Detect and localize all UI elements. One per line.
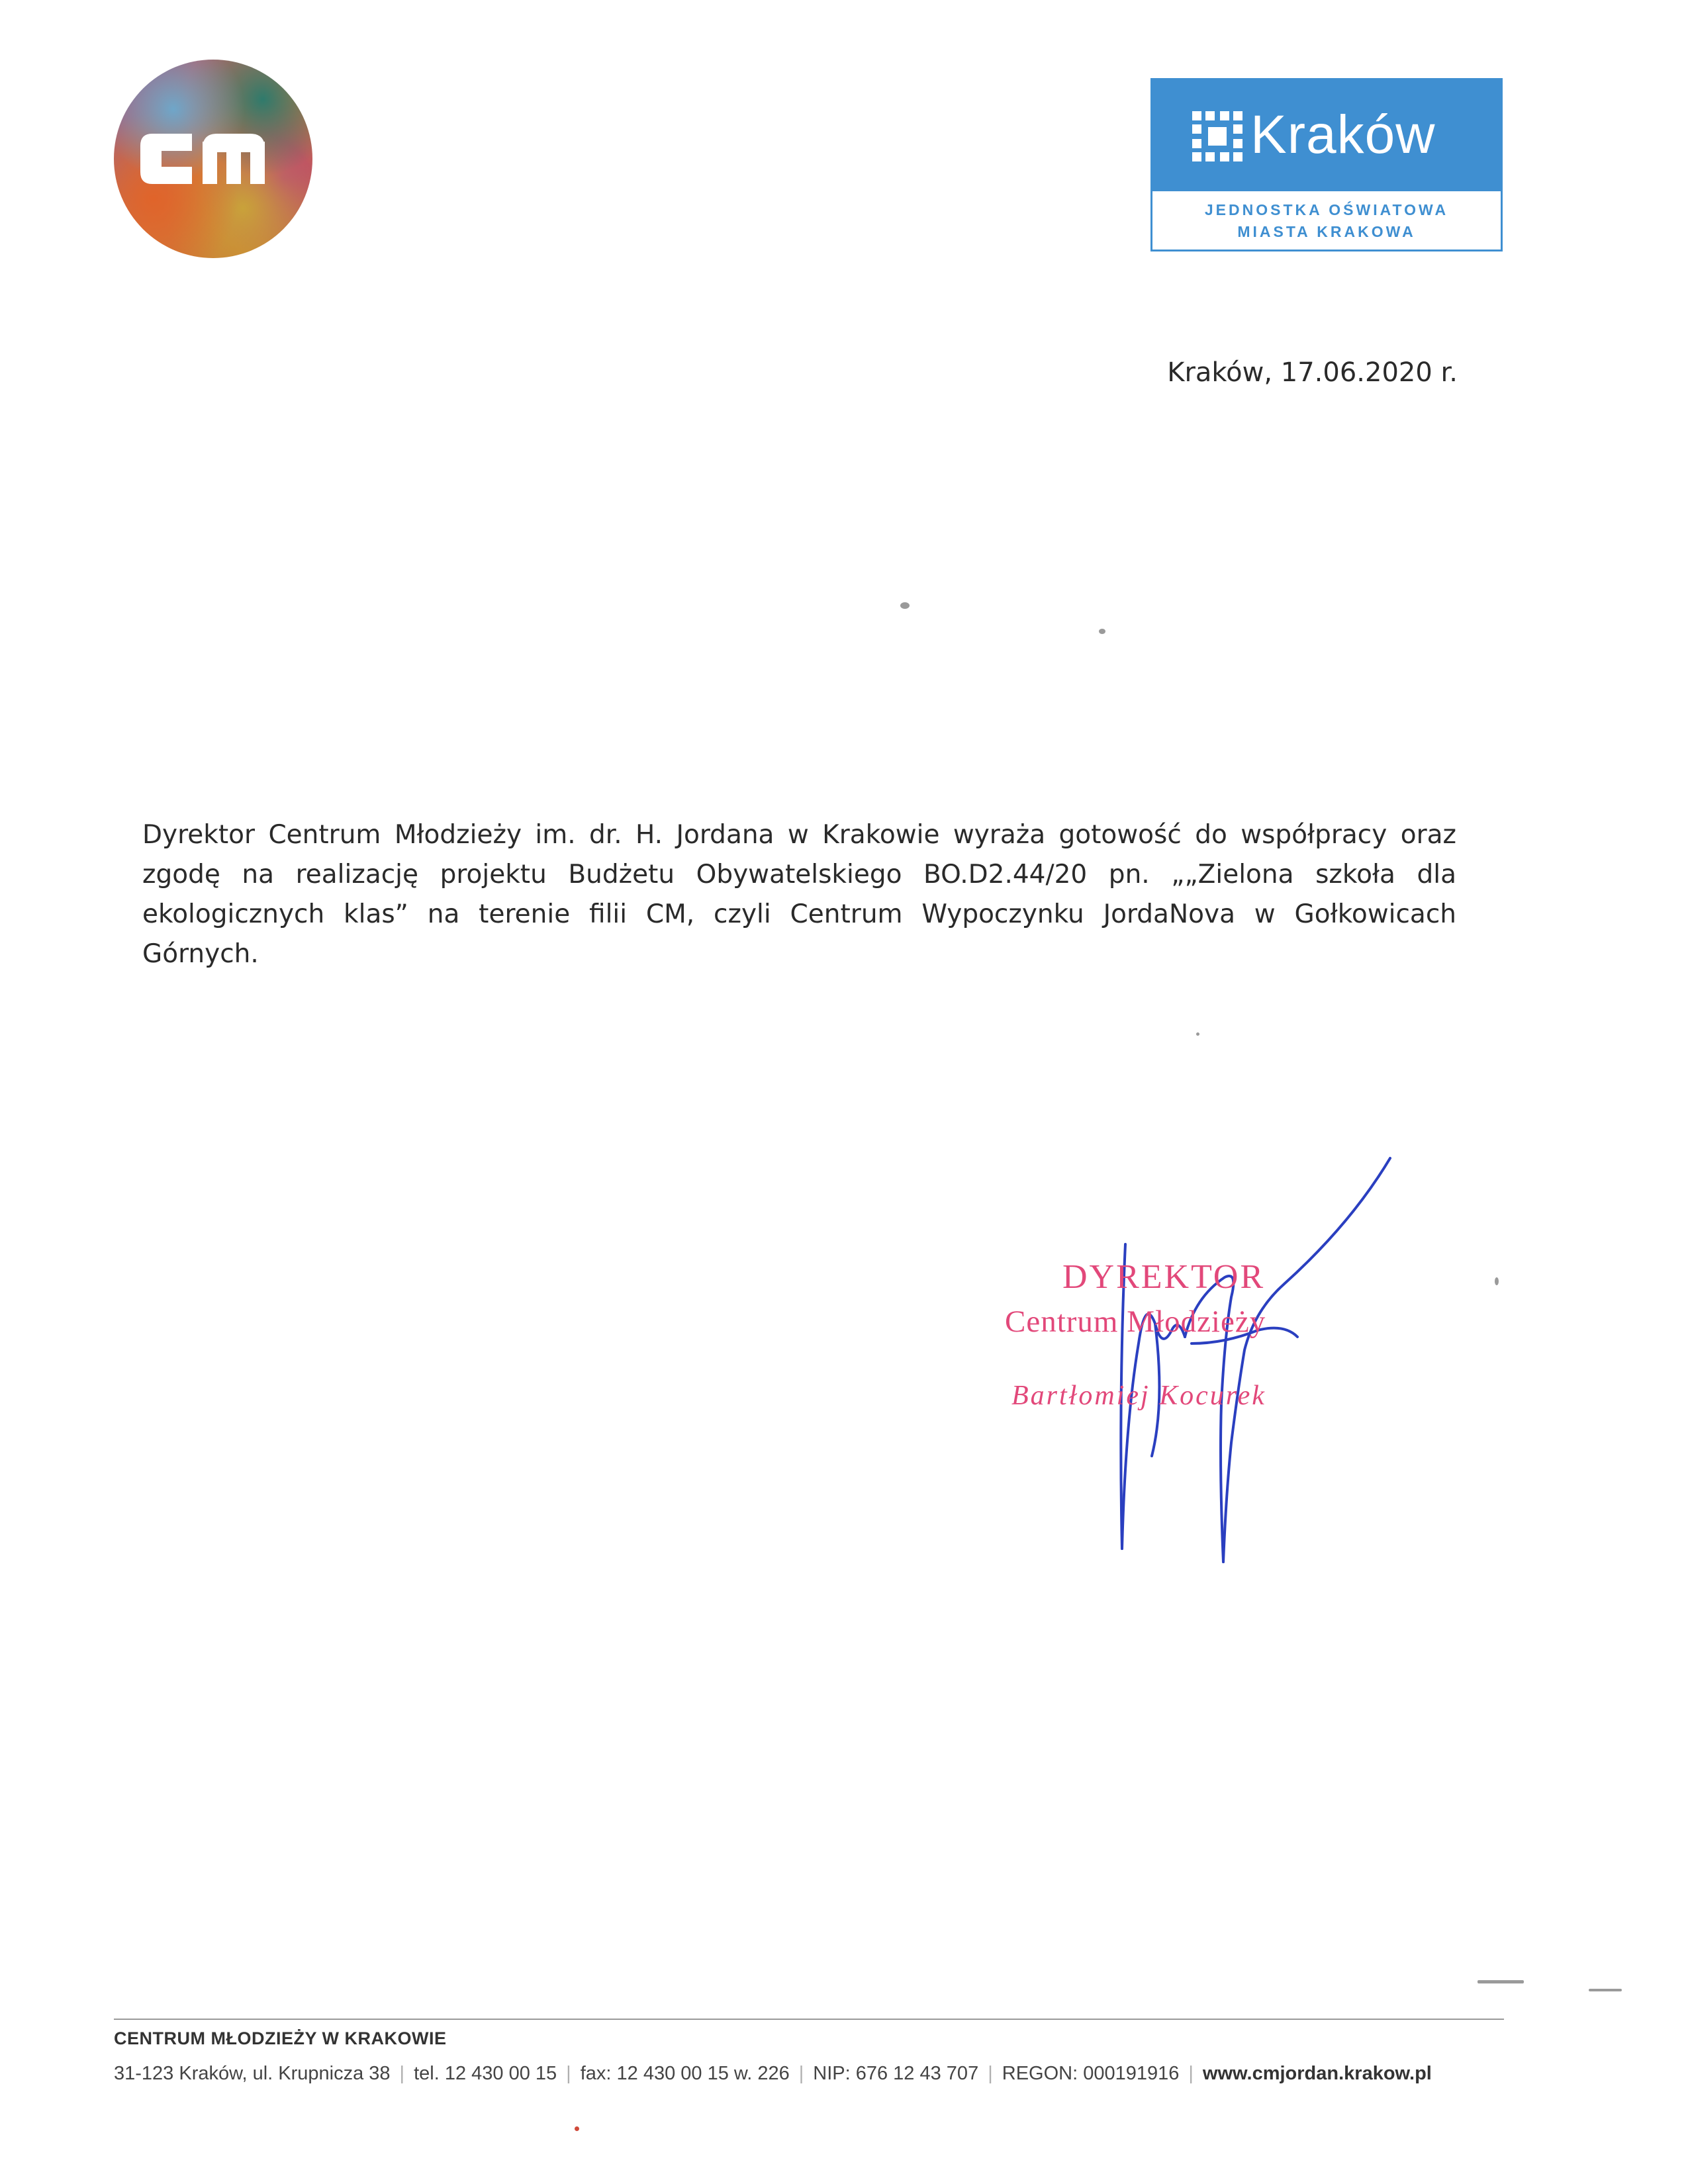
footer-separator: | xyxy=(399,2063,405,2084)
letter-date: Kraków, 17.06.2020 r. xyxy=(1167,357,1458,388)
footer-divider xyxy=(114,2019,1504,2020)
footer-separator: | xyxy=(566,2063,571,2084)
scan-speck xyxy=(1196,1032,1199,1036)
scan-speck xyxy=(575,2126,579,2131)
krakow-badge xyxy=(1150,78,1503,251)
footer-fax: fax: 12 430 00 15 w. 226 xyxy=(580,2063,790,2084)
footer-separator: | xyxy=(988,2063,993,2084)
scan-speck xyxy=(1495,1277,1499,1285)
cm-logo-letters xyxy=(114,60,312,258)
footer-contact-line xyxy=(114,2063,1504,2085)
scan-speck xyxy=(1589,1989,1622,1991)
krakow-badge-subtitle xyxy=(1152,199,1501,243)
footer-website-link[interactable]: www.cmjordan.krakow.pl xyxy=(1202,2063,1432,2084)
footer-phone: tel. 12 430 00 15 xyxy=(414,2063,557,2084)
krakow-badge-header xyxy=(1152,80,1501,191)
stamp-institution: Centrum Młodzieży xyxy=(1005,1304,1266,1339)
krakow-badge-subtitle-line1: JEDNOSTKA OŚWIATOWA xyxy=(1204,201,1449,218)
footer-separator: | xyxy=(798,2063,804,2084)
official-stamp xyxy=(993,1257,1364,1456)
stamp-person: Bartłomiej Kocurek xyxy=(1011,1381,1266,1411)
stamp-title: DYREKTOR xyxy=(1062,1258,1266,1296)
footer-separator: | xyxy=(1188,2063,1194,2084)
footer-regon: REGON: 000191916 xyxy=(1002,2063,1180,2084)
krakow-badge-city: Kraków xyxy=(1250,105,1436,165)
krakow-badge-subtitle-line2: MIASTA KRAKOWA xyxy=(1237,223,1416,240)
letter-body: Dyrektor Centrum Młodzieży im. dr. H. Jordana w Krakowie wyraża gotowość do współpracy oraz zgodę na realizację projektu Budżetu Obywatelskiego BO.D2.44/20 pn. „„Zielona szkoła dla ekologicznych klas” na terenie filii CM, czyli Centrum Wypoczynku JordaNova w Gołkowicach Górnych. xyxy=(142,820,1456,969)
krakow-emblem-icon xyxy=(1192,111,1243,161)
scan-speck xyxy=(1477,1980,1524,1983)
scan-speck xyxy=(1099,629,1105,634)
footer-address: 31-123 Kraków, ul. Krupnicza 38 xyxy=(114,2063,391,2084)
footer-organization: CENTRUM MŁODZIEŻY W KRAKOWIE xyxy=(114,2028,447,2048)
footer-nip: NIP: 676 12 43 707 xyxy=(813,2063,979,2084)
cm-logo xyxy=(114,60,312,258)
scan-speck xyxy=(900,602,910,609)
